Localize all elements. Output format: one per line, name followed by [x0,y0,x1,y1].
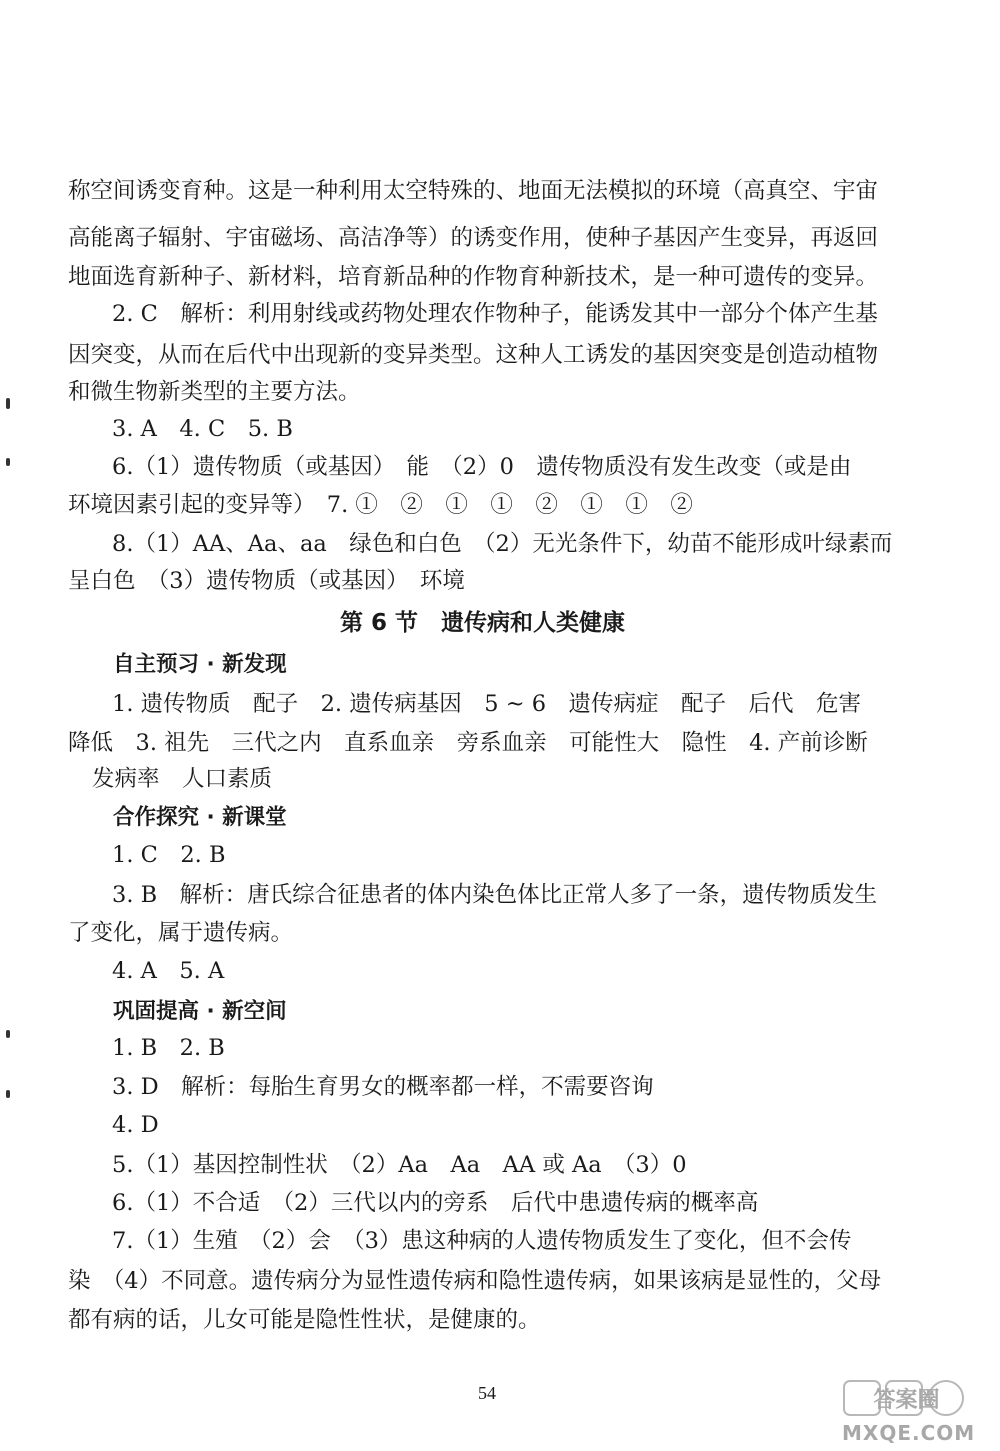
watermark-top-text: 答案圈 [873,1388,940,1413]
text-line: 4. D [112,1112,159,1138]
text-line: 因突变，从而在后代中出现新的变异类型。这种人工诱发的基因突变是创造动植物 [68,342,879,368]
text-line: 环境因素引起的变异等） 7. ① ② ① ① ② ① ① ② [68,492,693,518]
text-line: 7.（1）生殖 （2）会 （3）患这种病的人遗传物质发生了变化，但不会传 [112,1228,852,1254]
text-line: 降低 3. 祖先 三代之内 直系血亲 旁系血亲 可能性大 隐性 4. 产前诊断 [68,730,868,756]
text-line: 6.（1）遗传物质（或基因） 能 （2）0 遗传物质没有发生改变（或是由 [112,454,852,480]
subsection-title: 自主预习 · 新发现 [113,652,287,677]
watermark-logo [836,1375,976,1447]
text-line: 3. A 4. C 5. B [112,416,293,442]
text-line: 高能离子辐射、宇宙磁场、高洁净等）的诱变作用，使种子基因产生变异，再返回 [68,225,879,251]
text-line: 6.（1）不合适 （2）三代以内的旁系 后代中患遗传病的概率高 [112,1190,759,1216]
text-line: 地面选育新种子、新材料，培育新品种的作物育种新技术，是一种可遗传的变异。 [68,264,879,290]
scan-mark [6,1030,10,1038]
section-title: 第 6 节 遗传病和人类健康 [340,610,626,636]
scan-mark [6,1090,10,1098]
text-line: 8.（1）AA、Aa、aa 绿色和白色 （2）无光条件下，幼苗不能形成叶绿素而 [112,531,893,557]
text-line: 染 （4）不同意。遗传病分为显性遗传病和隐性遗传病，如果该病是显性的，父母 [68,1268,882,1294]
text-line: 2. C 解析：利用射线或药物处理农作物种子，能诱发其中一部分个体产生基 [112,301,878,327]
text-line: 5.（1）基因控制性状 （2）Aa Aa AA 或 Aa （3）0 [112,1152,687,1178]
text-line: 呈白色 （3）遗传物质（或基因） 环境 [68,568,465,594]
page-number: 54 [478,1383,496,1403]
text-line: 都有病的话，儿女可能是隐性性状，是健康的。 [68,1307,541,1333]
text-line: 和微生物新类型的主要方法。 [68,379,361,405]
text-line: 1. B 2. B [112,1035,225,1061]
text-line: 3. B 解析：唐氏综合征患者的体内染色体比正常人多了一条，遗传物质发生 [112,882,878,908]
scan-mark [6,458,10,466]
text-line: 称空间诱变育种。这是一种利用太空特殊的、地面无法模拟的环境（高真空、宇宙 [68,178,879,204]
text-line: 了变化，属于遗传病。 [68,920,294,946]
subsection-title: 巩固提高 · 新空间 [113,999,287,1024]
text-line: 4. A 5. A [112,958,225,984]
watermark-bottom-text: MXQE.COM [842,1421,976,1445]
scan-mark [6,398,10,409]
text-line: 3. D 解析：每胎生育男女的概率都一样，不需要咨询 [112,1074,654,1100]
text-line: 1. C 2. B [112,842,226,868]
text-line: 1. 遗传物质 配子 2. 遗传病基因 5 ~ 6 遗传病症 配子 后代 危害 [112,691,862,717]
subsection-title: 合作探究 · 新课堂 [113,805,287,830]
text-line: 发病率 人口素质 [92,766,273,792]
